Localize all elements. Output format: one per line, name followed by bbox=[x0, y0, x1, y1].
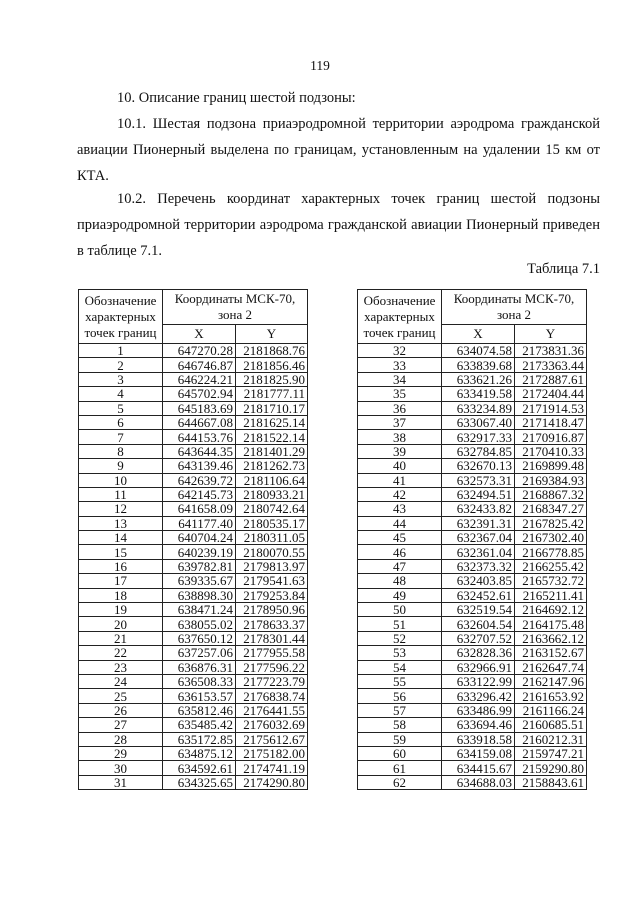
table-row bbox=[358, 430, 587, 444]
point-number-cell: 37 bbox=[358, 415, 442, 429]
table-row bbox=[79, 401, 308, 415]
point-number-cell: 39 bbox=[358, 444, 442, 458]
table-row bbox=[358, 631, 587, 645]
x-coordinate-cell: 632604.54 bbox=[442, 617, 515, 631]
point-number-cell: 47 bbox=[358, 559, 442, 573]
x-coordinate-cell: 644153.76 bbox=[163, 430, 236, 444]
point-number-cell: 28 bbox=[79, 732, 163, 746]
y-coordinate-cell: 2169899.48 bbox=[515, 459, 587, 473]
table-row bbox=[79, 775, 308, 789]
table-row bbox=[79, 603, 308, 617]
table-row bbox=[79, 444, 308, 458]
point-number-cell: 13 bbox=[79, 516, 163, 530]
point-number-cell: 46 bbox=[358, 545, 442, 559]
y-coordinate-cell: 2159290.80 bbox=[515, 761, 587, 775]
x-coordinate-cell: 632573.31 bbox=[442, 473, 515, 487]
y-coordinate-cell: 2176032.69 bbox=[236, 718, 308, 732]
y-coordinate-cell: 2181262.73 bbox=[236, 459, 308, 473]
table-row bbox=[358, 718, 587, 732]
y-coordinate-cell: 2179541.63 bbox=[236, 574, 308, 588]
point-number-cell: 61 bbox=[358, 761, 442, 775]
table-row bbox=[358, 387, 587, 401]
table-row bbox=[79, 531, 308, 545]
y-coordinate-cell: 2177596.22 bbox=[236, 660, 308, 674]
table-row bbox=[358, 516, 587, 530]
point-number-cell: 55 bbox=[358, 674, 442, 688]
point-number-cell: 45 bbox=[358, 531, 442, 545]
x-coordinate-cell: 640704.24 bbox=[163, 531, 236, 545]
x-coordinate-cell: 641658.09 bbox=[163, 502, 236, 516]
x-coordinate-cell: 632917.33 bbox=[442, 430, 515, 444]
paragraph-1-text: 10.1. Шестая подзона приаэродромной территории аэродрома гражданской авиации Пионерный выделена по границам, установленным на удалении 15 км от КТА. bbox=[77, 116, 600, 184]
x-coordinate-cell: 644667.08 bbox=[163, 415, 236, 429]
x-coordinate-cell: 633621.26 bbox=[442, 372, 515, 386]
point-number-cell: 14 bbox=[79, 531, 163, 545]
x-coordinate-cell: 632670.13 bbox=[442, 459, 515, 473]
y-coordinate-cell: 2176838.74 bbox=[236, 689, 308, 703]
header-designation: Обозначение характерных точек границ bbox=[358, 290, 442, 344]
x-coordinate-cell: 647270.28 bbox=[163, 344, 236, 358]
table-row bbox=[358, 617, 587, 631]
point-number-cell: 36 bbox=[358, 401, 442, 415]
header-coordinates: Координаты МСК-70, зона 2 bbox=[163, 290, 308, 325]
y-coordinate-cell: 2167302.40 bbox=[515, 531, 587, 545]
y-coordinate-cell: 2160212.31 bbox=[515, 732, 587, 746]
y-coordinate-cell: 2180933.21 bbox=[236, 487, 308, 501]
y-coordinate-cell: 2163662.12 bbox=[515, 631, 587, 645]
y-coordinate-cell: 2162147.96 bbox=[515, 674, 587, 688]
point-number-cell: 12 bbox=[79, 502, 163, 516]
point-number-cell: 21 bbox=[79, 631, 163, 645]
x-coordinate-cell: 634159.08 bbox=[442, 746, 515, 760]
x-coordinate-cell: 633296.42 bbox=[442, 689, 515, 703]
table-row bbox=[358, 761, 587, 775]
point-number-cell: 19 bbox=[79, 603, 163, 617]
header-y: Y bbox=[236, 325, 308, 344]
point-number-cell: 9 bbox=[79, 459, 163, 473]
table-row bbox=[79, 674, 308, 688]
point-number-cell: 59 bbox=[358, 732, 442, 746]
x-coordinate-cell: 643644.35 bbox=[163, 444, 236, 458]
table-row bbox=[79, 372, 308, 386]
coordinates-table-left bbox=[78, 289, 308, 790]
table-row bbox=[79, 588, 308, 602]
paragraph-2-text: 10.2. Перечень координат характерных точек границ шестой подзоны приаэродромной территории аэродрома гражданской авиации Пионерный приведен в таблице 7.1. bbox=[77, 191, 600, 259]
table-row bbox=[79, 502, 308, 516]
y-coordinate-cell: 2169384.93 bbox=[515, 473, 587, 487]
x-coordinate-cell: 638055.02 bbox=[163, 617, 236, 631]
table-row bbox=[358, 559, 587, 573]
point-number-cell: 60 bbox=[358, 746, 442, 760]
table-row bbox=[79, 718, 308, 732]
table-row bbox=[358, 703, 587, 717]
y-coordinate-cell: 2176441.55 bbox=[236, 703, 308, 717]
y-coordinate-cell: 2162647.74 bbox=[515, 660, 587, 674]
point-number-cell: 53 bbox=[358, 646, 442, 660]
y-coordinate-cell: 2172887.61 bbox=[515, 372, 587, 386]
y-coordinate-cell: 2160685.51 bbox=[515, 718, 587, 732]
y-coordinate-cell: 2181522.14 bbox=[236, 430, 308, 444]
y-coordinate-cell: 2172404.44 bbox=[515, 387, 587, 401]
x-coordinate-cell: 635485.42 bbox=[163, 718, 236, 732]
table-row bbox=[358, 358, 587, 372]
table-row bbox=[358, 444, 587, 458]
table-row bbox=[358, 344, 587, 358]
y-coordinate-cell: 2164692.12 bbox=[515, 603, 587, 617]
y-coordinate-cell: 2181868.76 bbox=[236, 344, 308, 358]
table-row bbox=[79, 473, 308, 487]
x-coordinate-cell: 632828.36 bbox=[442, 646, 515, 660]
y-coordinate-cell: 2165211.41 bbox=[515, 588, 587, 602]
y-coordinate-cell: 2166778.85 bbox=[515, 545, 587, 559]
point-number-cell: 52 bbox=[358, 631, 442, 645]
x-coordinate-cell: 633419.58 bbox=[442, 387, 515, 401]
y-coordinate-cell: 2178950.96 bbox=[236, 603, 308, 617]
point-number-cell: 22 bbox=[79, 646, 163, 660]
x-coordinate-cell: 632519.54 bbox=[442, 603, 515, 617]
point-number-cell: 50 bbox=[358, 603, 442, 617]
x-coordinate-cell: 636508.33 bbox=[163, 674, 236, 688]
point-number-cell: 56 bbox=[358, 689, 442, 703]
table-caption: Таблица 7.1 bbox=[527, 261, 600, 277]
point-number-cell: 18 bbox=[79, 588, 163, 602]
y-coordinate-cell: 2165732.72 bbox=[515, 574, 587, 588]
point-number-cell: 25 bbox=[79, 689, 163, 703]
y-coordinate-cell: 2180742.64 bbox=[236, 502, 308, 516]
point-number-cell: 1 bbox=[79, 344, 163, 358]
x-coordinate-cell: 632707.52 bbox=[442, 631, 515, 645]
x-coordinate-cell: 632433.82 bbox=[442, 502, 515, 516]
table-row bbox=[358, 531, 587, 545]
header-y: Y bbox=[515, 325, 587, 344]
point-number-cell: 7 bbox=[79, 430, 163, 444]
y-coordinate-cell: 2163152.67 bbox=[515, 646, 587, 660]
point-number-cell: 41 bbox=[358, 473, 442, 487]
y-coordinate-cell: 2161653.92 bbox=[515, 689, 587, 703]
y-coordinate-cell: 2181856.46 bbox=[236, 358, 308, 372]
x-coordinate-cell: 642145.73 bbox=[163, 487, 236, 501]
table-row bbox=[79, 746, 308, 760]
x-coordinate-cell: 640239.19 bbox=[163, 545, 236, 559]
table-row bbox=[358, 502, 587, 516]
table-row bbox=[79, 415, 308, 429]
table-row bbox=[79, 646, 308, 660]
table-row bbox=[358, 674, 587, 688]
x-coordinate-cell: 634592.61 bbox=[163, 761, 236, 775]
point-number-cell: 27 bbox=[79, 718, 163, 732]
y-coordinate-cell: 2173363.44 bbox=[515, 358, 587, 372]
x-coordinate-cell: 643139.46 bbox=[163, 459, 236, 473]
point-number-cell: 54 bbox=[358, 660, 442, 674]
table-row bbox=[358, 401, 587, 415]
table-row bbox=[79, 761, 308, 775]
table-row bbox=[79, 430, 308, 444]
table-row bbox=[358, 459, 587, 473]
page-number: 119 bbox=[310, 58, 330, 73]
y-coordinate-cell: 2168347.27 bbox=[515, 502, 587, 516]
table-row bbox=[358, 487, 587, 501]
y-coordinate-cell: 2175612.67 bbox=[236, 732, 308, 746]
table-row bbox=[358, 415, 587, 429]
header-x: X bbox=[442, 325, 515, 344]
y-coordinate-cell: 2168867.32 bbox=[515, 487, 587, 501]
x-coordinate-cell: 633122.99 bbox=[442, 674, 515, 688]
x-coordinate-cell: 633067.40 bbox=[442, 415, 515, 429]
table-row bbox=[358, 603, 587, 617]
table-row bbox=[358, 732, 587, 746]
y-coordinate-cell: 2180070.55 bbox=[236, 545, 308, 559]
y-coordinate-cell: 2179253.84 bbox=[236, 588, 308, 602]
x-coordinate-cell: 635812.46 bbox=[163, 703, 236, 717]
point-number-cell: 44 bbox=[358, 516, 442, 530]
y-coordinate-cell: 2177955.58 bbox=[236, 646, 308, 660]
y-coordinate-cell: 2180535.17 bbox=[236, 516, 308, 530]
point-number-cell: 17 bbox=[79, 574, 163, 588]
x-coordinate-cell: 646224.21 bbox=[163, 372, 236, 386]
table-row bbox=[79, 689, 308, 703]
point-number-cell: 43 bbox=[358, 502, 442, 516]
x-coordinate-cell: 632403.85 bbox=[442, 574, 515, 588]
paragraph-2 bbox=[77, 186, 600, 264]
x-coordinate-cell: 633918.58 bbox=[442, 732, 515, 746]
point-number-cell: 42 bbox=[358, 487, 442, 501]
y-coordinate-cell: 2173831.36 bbox=[515, 344, 587, 358]
x-coordinate-cell: 634688.03 bbox=[442, 775, 515, 789]
x-coordinate-cell: 634415.67 bbox=[442, 761, 515, 775]
table-row bbox=[358, 473, 587, 487]
point-number-cell: 49 bbox=[358, 588, 442, 602]
y-coordinate-cell: 2159747.21 bbox=[515, 746, 587, 760]
table-row bbox=[79, 387, 308, 401]
x-coordinate-cell: 637257.06 bbox=[163, 646, 236, 660]
table-row bbox=[358, 545, 587, 559]
section-title: 10. Описание границ шестой подзоны: bbox=[117, 90, 356, 106]
point-number-cell: 34 bbox=[358, 372, 442, 386]
table-row bbox=[358, 660, 587, 674]
y-coordinate-cell: 2171914.53 bbox=[515, 401, 587, 415]
y-coordinate-cell: 2180311.05 bbox=[236, 531, 308, 545]
y-coordinate-cell: 2174741.19 bbox=[236, 761, 308, 775]
x-coordinate-cell: 646746.87 bbox=[163, 358, 236, 372]
table-row bbox=[79, 487, 308, 501]
table-row bbox=[79, 732, 308, 746]
x-coordinate-cell: 635172.85 bbox=[163, 732, 236, 746]
point-number-cell: 58 bbox=[358, 718, 442, 732]
point-number-cell: 6 bbox=[79, 415, 163, 429]
x-coordinate-cell: 632361.04 bbox=[442, 545, 515, 559]
table-row bbox=[358, 372, 587, 386]
x-coordinate-cell: 632367.04 bbox=[442, 531, 515, 545]
x-coordinate-cell: 632494.51 bbox=[442, 487, 515, 501]
x-coordinate-cell: 632966.91 bbox=[442, 660, 515, 674]
y-coordinate-cell: 2181401.29 bbox=[236, 444, 308, 458]
y-coordinate-cell: 2174290.80 bbox=[236, 775, 308, 789]
x-coordinate-cell: 634074.58 bbox=[442, 344, 515, 358]
x-coordinate-cell: 638471.24 bbox=[163, 603, 236, 617]
y-coordinate-cell: 2158843.61 bbox=[515, 775, 587, 789]
table-row bbox=[358, 588, 587, 602]
x-coordinate-cell: 633486.99 bbox=[442, 703, 515, 717]
point-number-cell: 35 bbox=[358, 387, 442, 401]
table-row bbox=[358, 746, 587, 760]
x-coordinate-cell: 634325.65 bbox=[163, 775, 236, 789]
table-row bbox=[79, 545, 308, 559]
table-row bbox=[358, 689, 587, 703]
point-number-cell: 57 bbox=[358, 703, 442, 717]
x-coordinate-cell: 632784.85 bbox=[442, 444, 515, 458]
x-coordinate-cell: 633694.46 bbox=[442, 718, 515, 732]
y-coordinate-cell: 2170916.87 bbox=[515, 430, 587, 444]
x-coordinate-cell: 633839.68 bbox=[442, 358, 515, 372]
point-number-cell: 24 bbox=[79, 674, 163, 688]
table-row bbox=[358, 775, 587, 789]
y-coordinate-cell: 2175182.00 bbox=[236, 746, 308, 760]
table-row bbox=[79, 631, 308, 645]
point-number-cell: 3 bbox=[79, 372, 163, 386]
x-coordinate-cell: 632373.32 bbox=[442, 559, 515, 573]
header-coordinates: Координаты МСК-70, зона 2 bbox=[442, 290, 587, 325]
point-number-cell: 2 bbox=[79, 358, 163, 372]
point-number-cell: 15 bbox=[79, 545, 163, 559]
x-coordinate-cell: 636153.57 bbox=[163, 689, 236, 703]
point-number-cell: 31 bbox=[79, 775, 163, 789]
point-number-cell: 38 bbox=[358, 430, 442, 444]
point-number-cell: 8 bbox=[79, 444, 163, 458]
y-coordinate-cell: 2177223.79 bbox=[236, 674, 308, 688]
x-coordinate-cell: 637650.12 bbox=[163, 631, 236, 645]
point-number-cell: 51 bbox=[358, 617, 442, 631]
x-coordinate-cell: 642639.72 bbox=[163, 473, 236, 487]
point-number-cell: 40 bbox=[358, 459, 442, 473]
table-row bbox=[79, 358, 308, 372]
x-coordinate-cell: 634875.12 bbox=[163, 746, 236, 760]
header-x: X bbox=[163, 325, 236, 344]
point-number-cell: 30 bbox=[79, 761, 163, 775]
point-number-cell: 62 bbox=[358, 775, 442, 789]
y-coordinate-cell: 2181825.90 bbox=[236, 372, 308, 386]
table-row bbox=[79, 660, 308, 674]
x-coordinate-cell: 633234.89 bbox=[442, 401, 515, 415]
x-coordinate-cell: 645183.69 bbox=[163, 401, 236, 415]
y-coordinate-cell: 2170410.33 bbox=[515, 444, 587, 458]
y-coordinate-cell: 2179813.97 bbox=[236, 559, 308, 573]
point-number-cell: 23 bbox=[79, 660, 163, 674]
table-row bbox=[358, 646, 587, 660]
y-coordinate-cell: 2161166.24 bbox=[515, 703, 587, 717]
point-number-cell: 4 bbox=[79, 387, 163, 401]
y-coordinate-cell: 2181777.11 bbox=[236, 387, 308, 401]
x-coordinate-cell: 645702.94 bbox=[163, 387, 236, 401]
point-number-cell: 16 bbox=[79, 559, 163, 573]
point-number-cell: 29 bbox=[79, 746, 163, 760]
table-row bbox=[79, 703, 308, 717]
y-coordinate-cell: 2178633.37 bbox=[236, 617, 308, 631]
x-coordinate-cell: 639782.81 bbox=[163, 559, 236, 573]
table-row bbox=[358, 574, 587, 588]
table-row bbox=[79, 459, 308, 473]
header-designation: Обозначение характерных точек границ bbox=[79, 290, 163, 344]
point-number-cell: 5 bbox=[79, 401, 163, 415]
table-body-right bbox=[358, 344, 587, 790]
y-coordinate-cell: 2181710.17 bbox=[236, 401, 308, 415]
y-coordinate-cell: 2181106.64 bbox=[236, 473, 308, 487]
point-number-cell: 33 bbox=[358, 358, 442, 372]
table-row bbox=[79, 344, 308, 358]
y-coordinate-cell: 2164175.48 bbox=[515, 617, 587, 631]
y-coordinate-cell: 2181625.14 bbox=[236, 415, 308, 429]
table-row bbox=[79, 516, 308, 530]
point-number-cell: 32 bbox=[358, 344, 442, 358]
coordinates-table-right bbox=[357, 289, 587, 790]
x-coordinate-cell: 632452.61 bbox=[442, 588, 515, 602]
x-coordinate-cell: 636876.31 bbox=[163, 660, 236, 674]
table-body-left bbox=[79, 344, 308, 790]
table-row bbox=[79, 574, 308, 588]
point-number-cell: 10 bbox=[79, 473, 163, 487]
y-coordinate-cell: 2171418.47 bbox=[515, 415, 587, 429]
point-number-cell: 20 bbox=[79, 617, 163, 631]
x-coordinate-cell: 632391.31 bbox=[442, 516, 515, 530]
point-number-cell: 11 bbox=[79, 487, 163, 501]
paragraph-1 bbox=[77, 111, 600, 189]
x-coordinate-cell: 638898.30 bbox=[163, 588, 236, 602]
y-coordinate-cell: 2167825.42 bbox=[515, 516, 587, 530]
point-number-cell: 48 bbox=[358, 574, 442, 588]
x-coordinate-cell: 639335.67 bbox=[163, 574, 236, 588]
y-coordinate-cell: 2166255.42 bbox=[515, 559, 587, 573]
y-coordinate-cell: 2178301.44 bbox=[236, 631, 308, 645]
point-number-cell: 26 bbox=[79, 703, 163, 717]
table-row bbox=[79, 617, 308, 631]
x-coordinate-cell: 641177.40 bbox=[163, 516, 236, 530]
table-row bbox=[79, 559, 308, 573]
